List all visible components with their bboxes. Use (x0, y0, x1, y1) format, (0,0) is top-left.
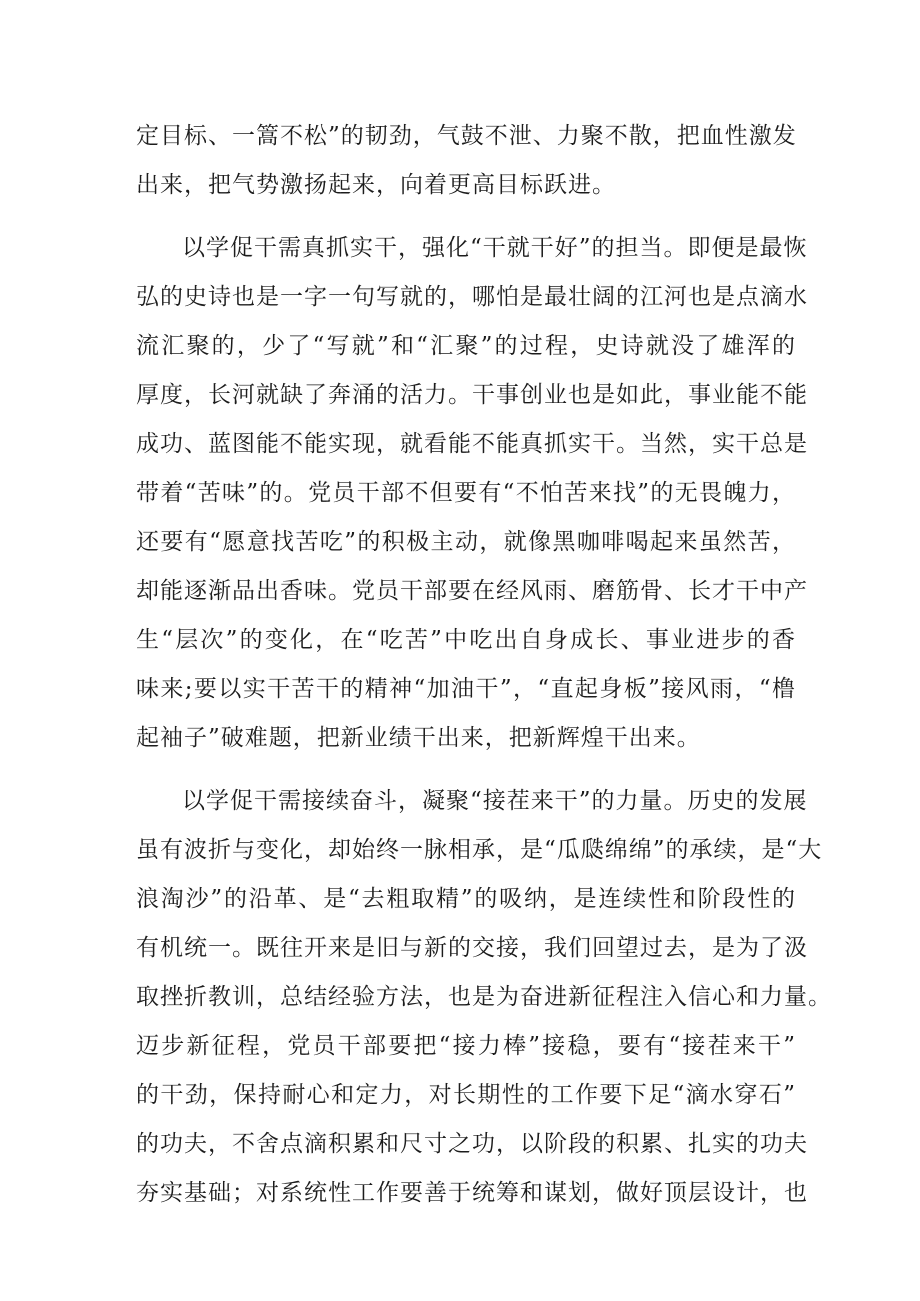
text-line: 弘的史诗也是一字一句写就的，哪怕是最壮阔的江河也是点滴水 (136, 284, 808, 310)
article-body (136, 112, 832, 1218)
text-line: 以学促干需真抓实干，强化“干就干好”的担当。即便是最恢 (182, 235, 808, 261)
text-line: 夯实基础；对系统性工作要善于统筹和谋划，做好顶层设计，也 (136, 1180, 808, 1206)
text-line: 却能逐渐品出香味。党员干部要在经风雨、磨筋骨、长才干中产 (136, 578, 808, 604)
text-line: 取挫折教训，总结经验方法，也是为奋进新征程注入信心和力量。 (136, 984, 832, 1010)
text-line: 虽有波折与变化，却始终一脉相承，是“瓜瓞绵绵”的承续，是“大 (136, 837, 823, 863)
paragraph-1 (136, 112, 796, 210)
paragraph-2 (136, 224, 808, 763)
text-line: 的干劲，保持耐心和定力，对长期性的工作要下足“滴水穿石” (136, 1082, 796, 1108)
text-line: 起袖子”破难题，把新业绩干出来，把新辉煌干出来。 (136, 725, 701, 751)
text-line: 厚度，长河就缺了奔涌的活力。干事创业也是如此，事业能不能 (136, 382, 808, 408)
text-line: 浪淘沙”的沿革、是“去粗取精”的吸纳，是连续性和阶段性的 (136, 886, 796, 912)
text-line: 迈步新征程，党员干部要把“接力棒”接稳，要有“接茬来干” (136, 1033, 796, 1059)
text-line: 流汇聚的，少了“写就”和“汇聚”的过程，史诗就没了雄浑的 (136, 333, 796, 359)
paragraph-3 (136, 777, 832, 1218)
text-line: 生“层次”的变化，在“吃苦”中吃出自身成长、事业进步的香 (136, 627, 796, 653)
text-line: 以学促干需接续奋斗，凝聚“接茬来干”的力量。历史的发展 (182, 788, 808, 814)
text-line: 还要有“愿意找苦吃”的积极主动，就像黑咖啡喝起来虽然苦， (136, 529, 796, 555)
text-line: 出来，把气势激扬起来，向着更高目标跃进。 (136, 172, 616, 198)
text-line: 味来;要以实干苦干的精神“加油干”，“直起身板”接风雨，“橹 (136, 676, 796, 702)
text-line: 带着“苦味”的。党员干部不但要有“不怕苦来找”的无畏魄力， (136, 480, 796, 506)
text-line: 的功夫，不舍点滴积累和尺寸之功，以阶段的积累、扎实的功夫 (136, 1131, 808, 1157)
text-line: 定目标、一篙不松”的韧劲，气鼓不泄、力聚不散，把血性激发 (136, 123, 797, 149)
text-line: 成功、蓝图能不能实现，就看能不能真抓实干。当然，实干总是 (136, 431, 808, 457)
text-line: 有机统一。既往开来是旧与新的交接，我们回望过去，是为了汲 (136, 935, 808, 961)
